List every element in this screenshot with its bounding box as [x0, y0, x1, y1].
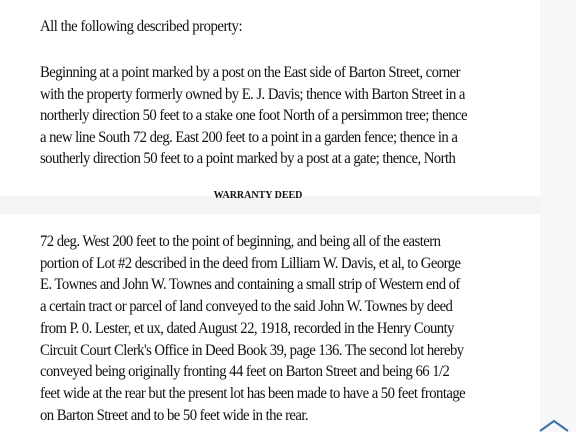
- text-line: conveyed being originally fronting 44 feet on Barton Street and being 66 1/2: [40, 363, 450, 381]
- text-line: a new line South 72 deg. East 200 feet to a point in a garden fence; thence in a: [40, 128, 458, 146]
- warranty-deed-heading: [0, 190, 540, 201]
- text-line: on Barton Street and to be 50 feet wide in the rear.: [40, 406, 309, 424]
- text-line: with the property formerly owned by E. J. Davis; thence with Barton Street in a: [40, 85, 465, 103]
- text-line: southerly direction 50 feet to a point marked by a post at a gate; thence, North: [40, 150, 456, 168]
- text-line: from P. 0. Lester, et ux, dated August 22, 1918, recorded in the Henry County: [40, 319, 454, 337]
- text-line: E. Townes and John W. Townes and containing a small strip of Western end of: [40, 276, 460, 294]
- text-line: 72 deg. West 200 feet to the point of beginning, and being all of the eastern: [40, 233, 441, 250]
- paragraph-1: [40, 62, 467, 170]
- chevron-up-icon[interactable]: [538, 418, 570, 432]
- text-line: a certain tract or parcel of land conveyed to the said John W. Townes by deed: [40, 298, 453, 316]
- text-line: northerly direction 50 feet to a stake one foot North of a persimmon tree; thence: [40, 107, 467, 125]
- chevron-up-stroke: [540, 421, 568, 431]
- intro-line: All the following described property:: [40, 18, 243, 35]
- text-line: Beginning at a point marked by a post on the East side of Barton Street, corner: [40, 64, 460, 81]
- text-line: feet wide at the rear but the present lot has been made to have a 50 feet frontage: [40, 384, 466, 402]
- text-line: portion of Lot #2 described in the deed from Lilliam W. Davis, et al, to George: [40, 254, 461, 272]
- heading-text: WARRANTY DEED: [213, 190, 303, 201]
- paragraph-2: [40, 231, 465, 426]
- viewer-side-strip: [540, 0, 576, 432]
- text-line: Circuit Court Clerk's Office in Deed Book 39, page 136. The second lot hereby: [40, 341, 464, 359]
